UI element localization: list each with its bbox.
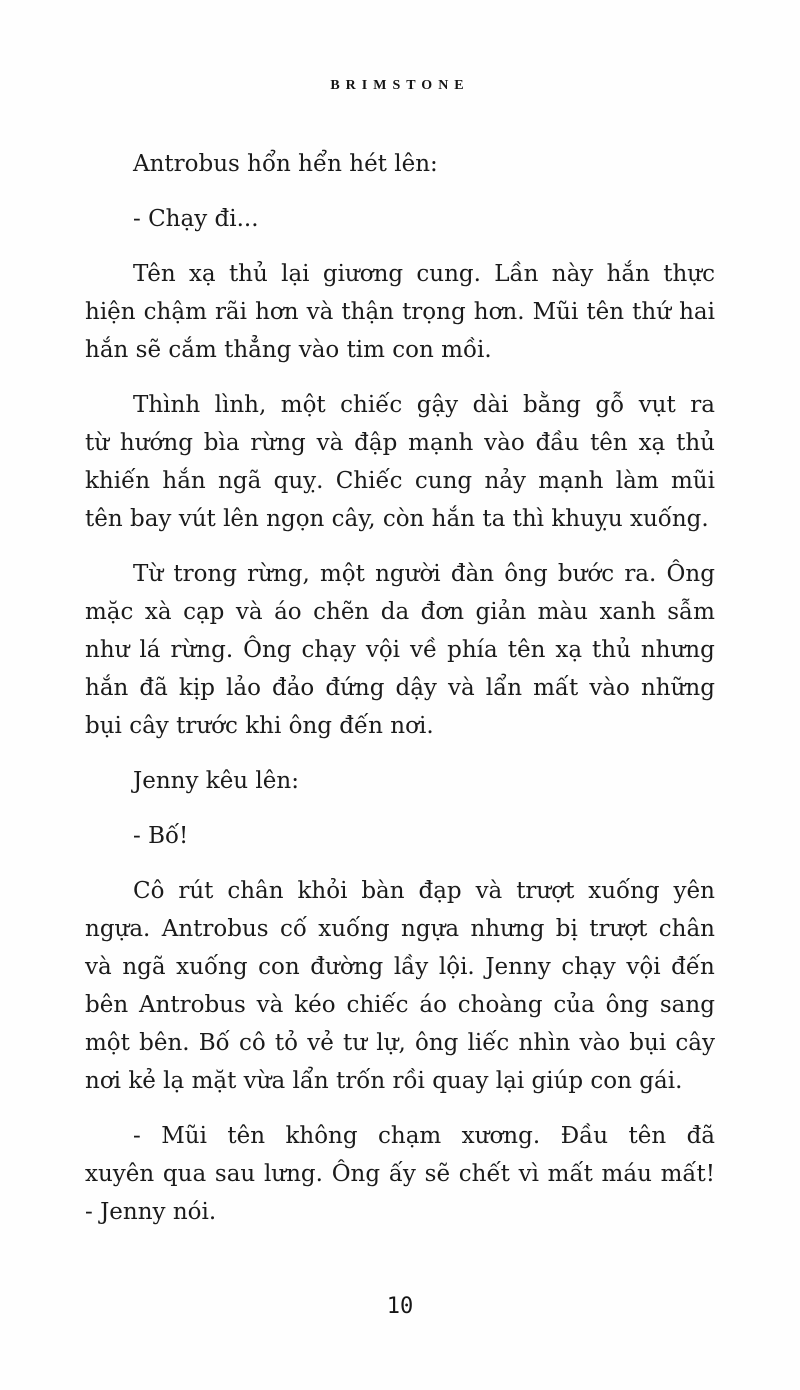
text-line: như lá rừng. Ông chạy vội về phía tên xạ thủ nhưng (85, 637, 715, 663)
text-line: bên Antrobus và kéo chiếc áo choàng của ông sang (85, 992, 715, 1018)
text-line: Tên xạ thủ lại giương cung. Lần này hắn thực (133, 261, 715, 287)
text-line: - Mũi tên không chạm xương. Đầu tên đã (133, 1123, 715, 1149)
text-line: mặc xà cạp và áo chẽn da đơn giản màu xanh sẫm (85, 599, 715, 625)
paragraph (85, 200, 715, 238)
text-line: nơi kẻ lạ mặt vừa lẩn trốn rồi quay lại giúp con gái. (85, 1068, 683, 1094)
text-body (85, 145, 715, 1248)
text-line: xuyên qua sau lưng. Ông ấy sẽ chết vì mất máu mất! (85, 1161, 715, 1187)
paragraph (85, 555, 715, 745)
page-number: 10 (386, 1294, 414, 1319)
text-line: tên bay vút lên ngọn cây, còn hắn ta thì khuỵu xuống. (85, 506, 709, 532)
text-line: từ hướng bìa rừng và đập mạnh vào đầu tên xạ thủ (85, 430, 715, 456)
paragraph (85, 762, 715, 800)
text-line: bụi cây trước khi ông đến nơi. (85, 713, 434, 739)
paragraph (85, 872, 715, 1100)
paragraph (85, 255, 715, 369)
text-line: ngựa. Antrobus cố xuống ngựa nhưng bị trượt chân (85, 916, 715, 942)
paragraph (85, 1117, 715, 1231)
paragraph (85, 817, 715, 855)
text-line: Từ trong rừng, một người đàn ông bước ra. Ông (133, 561, 715, 587)
running-head: BRIMSTONE (330, 78, 470, 93)
paragraph (85, 145, 715, 183)
text-line: Cô rút chân khỏi bàn đạp và trượt xuống yên (133, 878, 715, 904)
text-line: Antrobus hổn hển hét lên: (133, 151, 438, 177)
text-line: hiện chậm rãi hơn và thận trọng hơn. Mũi tên thứ hai (85, 299, 715, 325)
text-line: Thình lình, một chiếc gậy dài bằng gỗ vụt ra (133, 392, 715, 418)
text-line: Jenny kêu lên: (133, 768, 299, 794)
text-line: - Bố! (133, 823, 189, 849)
text-line: khiến hắn ngã quỵ. Chiếc cung nảy mạnh làm mũi (85, 468, 715, 494)
text-line: một bên. Bố cô tỏ vẻ tư lự, ông liếc nhìn vào bụi cây (85, 1030, 715, 1056)
text-line: hắn sẽ cắm thẳng vào tim con mồi. (85, 337, 492, 363)
text-line: - Chạy đi... (133, 206, 259, 232)
text-line: hắn đã kịp lảo đảo đứng dậy và lẩn mất vào những (85, 675, 715, 701)
paragraph (85, 386, 715, 538)
text-line: và ngã xuống con đường lầy lội. Jenny chạy vội đến (85, 954, 715, 980)
text-line: - Jenny nói. (85, 1199, 217, 1225)
